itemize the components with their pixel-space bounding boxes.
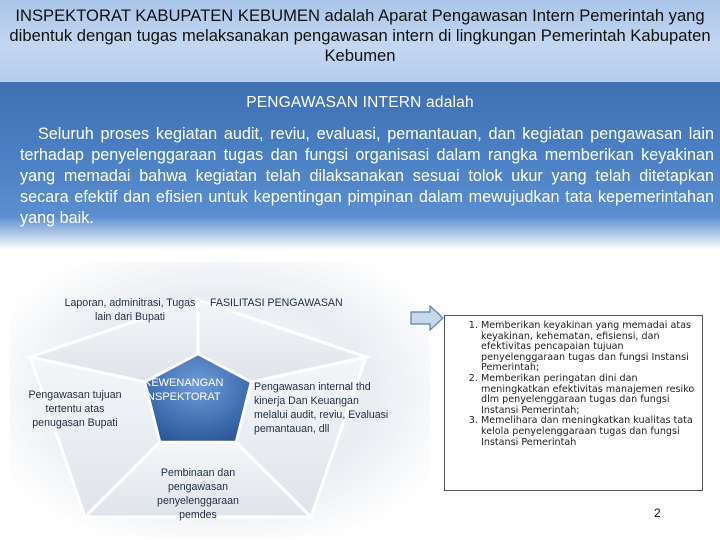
label-left: Pengawasan tujuan tertentu atas penugasan Bupati [28, 389, 122, 429]
label-center: KEWENANGAN INSPEKTORAT [144, 377, 224, 403]
list-item: 2. Memberikan peringatan dini dan meningkatkan efektivitas manajemen resiko dlm penyelenggaraan tugas dan fungsi Instansi Pemerintah; [481, 374, 702, 416]
right-arrow-icon [410, 305, 444, 331]
function-list-box [444, 315, 703, 491]
definition-body: Seluruh proses kegiatan audit, reviu, evaluasi, pemantauan, dan kegiatan pengawasan lain terhadap penyelenggaraan tugas dan fungsi organisasi dalam rangka memberikan keyakinan yang memadai bahwa kegiatan telah dilaksanakan sesuai tolok ukur yang telah ditetapkan secara efektif dan efisien untuk kepentingan pimpinan dalam mewujudkan tata kepemerintahan yang baik. [20, 125, 714, 227]
label-top-right: FASILITASI PENGAWASAN [210, 297, 343, 309]
header-text: INSPEKTORAT KABUPATEN KEBUMEN adalah Aparat Pengawasan Intern Pemerintah yang dibentuk dengan tugas melaksanakan pengawasan intern di lingkungan Pemerintah Kabupaten Kebumen [9, 6, 711, 65]
page-number: 2 [654, 506, 661, 520]
label-bottom: Pembinaan dan pengawasan penyelenggaraan pemdes [157, 467, 239, 521]
definition-panel [0, 82, 720, 250]
definition-title: PENGAWASAN INTERN adalah [246, 94, 474, 111]
authority-diagram [10, 262, 430, 537]
label-right: Pengawasan internal thd kinerja Dan Keuangan melalui audit, reviu, Evaluasi pemantauan, dll [254, 381, 389, 435]
list-item: 1. Memberikan keyakinan yang memadai atas keyakinan, kehematan, efisiensi, dan efektivitas pencapaian tujuan penyelenggaraan tugas dan fungsi Instansi Pemerintah; [481, 321, 702, 374]
label-top-left: Laporan, adminitrasi, Tugas lain dari Bupati [64, 297, 196, 323]
header-banner [0, 0, 720, 82]
function-list [445, 321, 702, 448]
list-item: 3. Memelihara dan meningkatkan kualitas tata kelola penyelenggaraan tugas dan fungsi Instansi Pemerintah [481, 416, 702, 448]
